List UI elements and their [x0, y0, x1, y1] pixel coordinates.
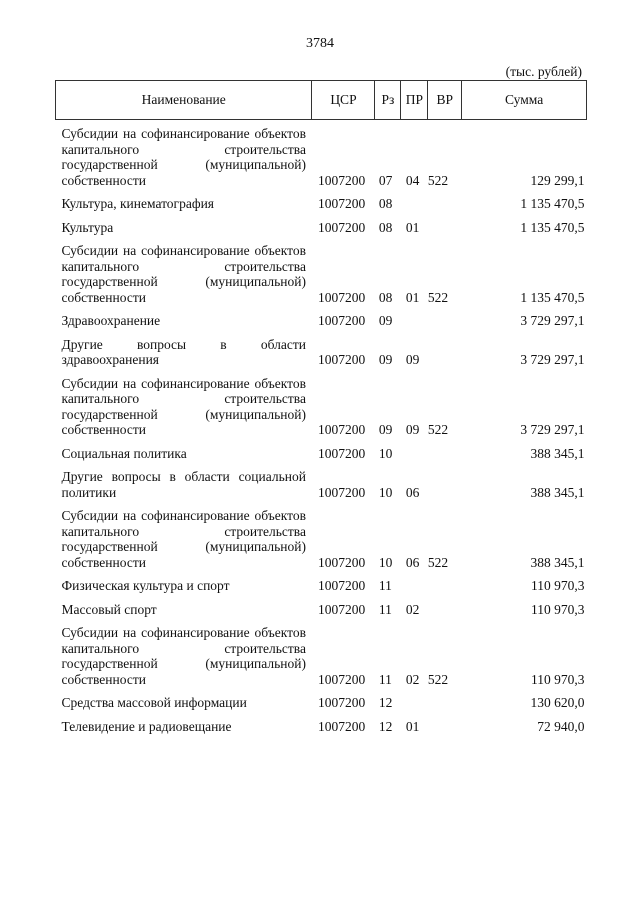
cell-csr: 1007200 [317, 601, 366, 617]
cell-sum: 130 620,0 [530, 695, 585, 710]
cell-pr: 01 [405, 289, 420, 305]
cell-rz: 11 [378, 671, 392, 687]
cell-pr [401, 443, 428, 467]
cell-name: Телевидение и радиовещание [61, 718, 232, 734]
cell-csr: 1007200 [317, 445, 366, 461]
table-row [56, 466, 587, 505]
cell-vr [428, 599, 462, 623]
cell-pr: 01 [405, 718, 420, 734]
cell-vr: 522 [427, 422, 449, 437]
cell-name: Массовый спорт [61, 601, 157, 617]
cell-name: Субсидии на софинансирование объектов капитального строительства государственной (муниципальной) собственности [61, 375, 306, 437]
cell-name: Другие вопросы в области социальной политики [61, 469, 306, 500]
units-label: (тыс. рублей) [505, 64, 582, 79]
cell-pr: 09 [405, 422, 420, 437]
cell-rz: 11 [378, 601, 392, 617]
table-row [56, 505, 587, 575]
cell-name: Здравоохранение [61, 313, 161, 328]
budget-table [55, 80, 587, 739]
cell-rz: 07 [378, 172, 393, 188]
cell-rz: 09 [378, 422, 393, 437]
cell-vr: 522 [427, 671, 449, 687]
cell-vr: 522 [427, 289, 449, 305]
cell-sum: 3 729 297,1 [520, 313, 585, 328]
cell-csr: 1007200 [317, 422, 366, 437]
cell-name: Культура [61, 219, 114, 235]
cell-vr: 522 [427, 172, 449, 188]
cell-name: Социальная политика [61, 445, 187, 461]
cell-name: Субсидии на софинансирование объектов капитального строительства государственной (муниципальной) собственности [61, 625, 306, 687]
cell-name: Физическая культура и спорт [61, 578, 230, 593]
cell-pr [401, 193, 428, 217]
cell-pr: 01 [405, 219, 420, 235]
cell-csr: 1007200 [317, 313, 366, 328]
table-row [56, 443, 587, 467]
table-body [56, 120, 587, 740]
cell-vr: 522 [427, 554, 449, 570]
cell-rz: 09 [378, 313, 393, 328]
cell-sum: 3 729 297,1 [520, 352, 585, 367]
table-row [56, 240, 587, 310]
table-header [56, 81, 587, 120]
cell-sum: 72 940,0 [537, 718, 585, 734]
cell-sum: 388 345,1 [530, 554, 585, 570]
cell-vr [428, 443, 462, 467]
cell-name: Субсидии на софинансирование объектов капитального строительства государственной (муниципальной) собственности [61, 126, 306, 188]
cell-sum: 1 135 470,5 [520, 196, 585, 211]
cell-pr: 04 [405, 172, 420, 188]
cell-csr: 1007200 [317, 718, 366, 734]
cell-rz: 08 [378, 196, 393, 211]
header-pr: ПР [401, 81, 428, 120]
cell-pr: 06 [405, 484, 420, 500]
cell-rz: 10 [378, 445, 393, 461]
cell-name: Субсидии на софинансирование объектов капитального строительства государственной (муниципальной) собственности [61, 243, 306, 305]
table-row [56, 217, 587, 241]
cell-csr: 1007200 [317, 578, 366, 593]
cell-vr [428, 692, 462, 716]
cell-rz: 09 [378, 352, 393, 367]
header-rz: Рз [375, 81, 401, 120]
table-row [56, 193, 587, 217]
cell-csr: 1007200 [317, 196, 366, 211]
cell-pr: 06 [405, 554, 420, 570]
cell-csr: 1007200 [317, 172, 366, 188]
cell-sum: 388 345,1 [530, 445, 585, 461]
cell-sum: 110 970,3 [531, 671, 585, 687]
cell-sum: 388 345,1 [530, 484, 585, 500]
cell-sum: 1 135 470,5 [520, 219, 585, 235]
cell-csr: 1007200 [317, 554, 366, 570]
cell-name: Субсидии на софинансирование объектов капитального строительства государственной (муниципальной) собственности [61, 508, 306, 570]
cell-vr [428, 575, 462, 599]
cell-sum: 1 135 470,5 [520, 289, 585, 305]
cell-csr: 1007200 [317, 352, 366, 367]
cell-name: Другие вопросы в области здравоохранения [61, 336, 306, 367]
table-row [56, 599, 587, 623]
header-csr: ЦСР [312, 81, 375, 120]
cell-pr [401, 575, 428, 599]
cell-csr: 1007200 [317, 289, 366, 305]
cell-pr [401, 310, 428, 334]
cell-vr [428, 193, 462, 217]
table-row [56, 120, 587, 194]
cell-csr: 1007200 [317, 695, 366, 710]
cell-rz: 12 [378, 695, 393, 710]
header-name: Наименование [56, 81, 312, 120]
cell-pr: 02 [405, 601, 420, 617]
cell-rz: 12 [378, 718, 393, 734]
cell-vr [428, 716, 462, 740]
cell-vr [428, 334, 462, 373]
cell-rz: 10 [378, 484, 393, 500]
cell-rz: 08 [378, 289, 393, 305]
page-number: 3784 [306, 36, 334, 51]
table-row [56, 575, 587, 599]
table-row [56, 622, 587, 692]
cell-pr: 09 [405, 352, 420, 367]
cell-csr: 1007200 [317, 484, 366, 500]
cell-name: Культура, кинематография [61, 196, 215, 211]
cell-rz: 11 [378, 578, 392, 593]
table-row [56, 334, 587, 373]
cell-pr: 02 [405, 671, 420, 687]
cell-pr [401, 692, 428, 716]
cell-sum: 110 970,3 [531, 601, 585, 617]
header-vr: ВР [428, 81, 462, 120]
cell-csr: 1007200 [317, 671, 366, 687]
cell-rz: 10 [378, 554, 393, 570]
cell-vr [428, 310, 462, 334]
header-sum: Сумма [462, 81, 587, 120]
table-row [56, 373, 587, 443]
cell-csr: 1007200 [317, 219, 366, 235]
cell-vr [428, 217, 462, 241]
cell-vr [428, 466, 462, 505]
cell-sum: 3 729 297,1 [520, 422, 585, 437]
cell-rz: 08 [378, 219, 393, 235]
table-row [56, 692, 587, 716]
cell-name: Средства массовой информации [61, 695, 247, 710]
table-row [56, 716, 587, 740]
table-row [56, 310, 587, 334]
cell-sum: 110 970,3 [531, 578, 585, 593]
cell-sum: 129 299,1 [530, 172, 585, 188]
